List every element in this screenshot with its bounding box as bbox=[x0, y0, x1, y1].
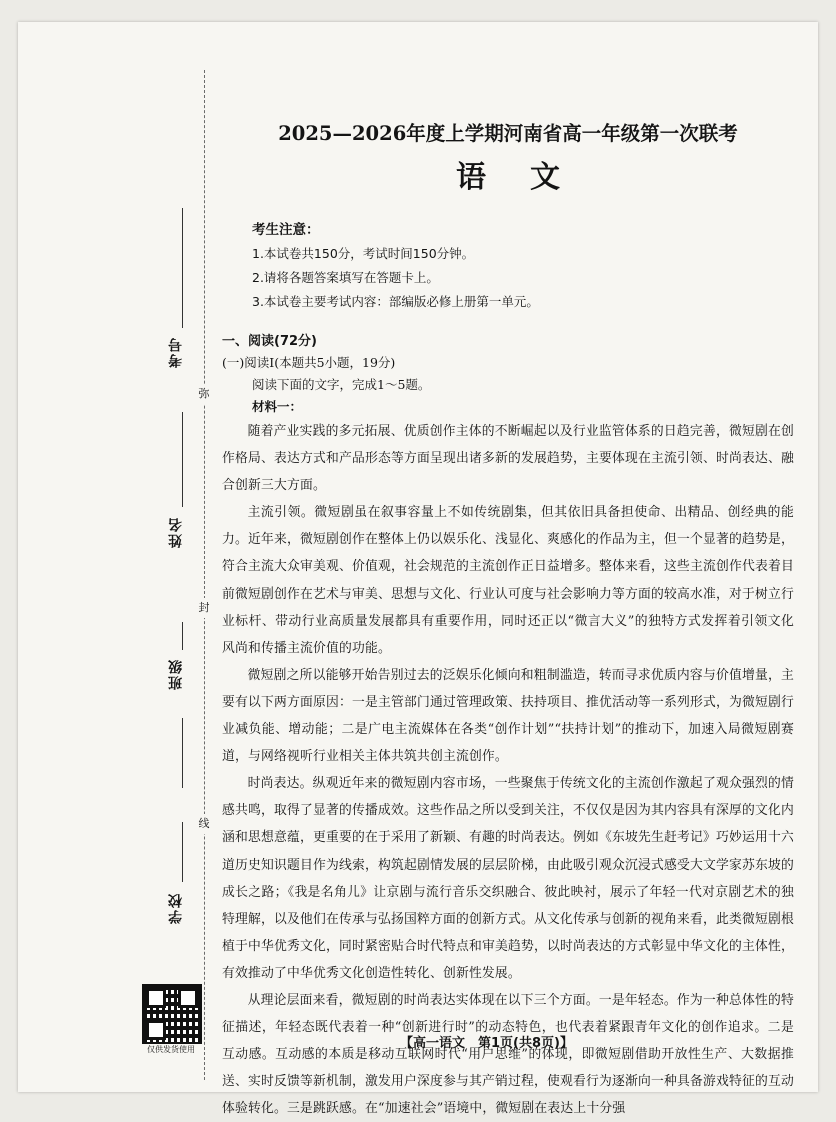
exam-content bbox=[222, 118, 794, 1122]
subsection-title: (一)阅读Ⅰ(本题共5小题，19分) bbox=[222, 355, 396, 370]
binding-dashed-line bbox=[204, 70, 205, 1080]
qr-finder-top-left bbox=[146, 988, 166, 1008]
name-field bbox=[156, 412, 196, 602]
name-line[interactable] bbox=[182, 412, 183, 507]
candidate-notice bbox=[252, 218, 794, 314]
page-footer: 【高一语文 第1页(共8页)】 bbox=[400, 1036, 573, 1051]
binding-mark-feng: 封 bbox=[194, 598, 214, 618]
exam-number-line[interactable] bbox=[182, 208, 183, 328]
qr-finder-top-right bbox=[178, 988, 198, 1008]
class-line-top[interactable] bbox=[182, 622, 183, 650]
material-label: 材料一： bbox=[252, 399, 303, 414]
class-field bbox=[156, 622, 196, 812]
binding-mark-xian: 线 bbox=[194, 814, 214, 834]
class-line[interactable] bbox=[182, 718, 183, 788]
exam-number-label: 考号 bbox=[168, 336, 184, 368]
article-paragraph: 主流引领。微短剧虽在叙事容量上不如传统剧集，但其依旧具备担使命、出精品、创经典的能力。近年来，微短剧创作在整体上仍以娱乐化、浅显化、爽感化的作品为主，但一个显著的趋势是，符合主流大众审美观、价值观，社会规范的主流创作正日益增多。整体来看，这些主流创作代表着目前微短剧创作在艺术与审美、思想与文化、行业认可度与社会影响力等方面的较高水准，对于树立行业标杆、带动行业高质量发展都具有重要作用，同时还正以“微言大义”的独特方式发挥着引领文化风尚和传播主流价值的功能。 bbox=[222, 505, 794, 656]
school-label: 学校 bbox=[168, 892, 184, 924]
binding-mark-mi: 弥 bbox=[194, 384, 214, 404]
qr-caption: 仅供发货使用 bbox=[147, 1045, 195, 1054]
article-paragraph: 从理论层面来看，微短剧的时尚表达实体现在以下三个方面。一是年轻态。作为一种总体性的特征描述，年轻态既代表着一种“创新进行时”的动态特色，也代表着紧跟青年文化的创作追求。二是互动感。互动感的本质是移动互联网时代“用户思维”的体现，即微短剧借助开放性生产、大数据推送、实时反馈等新机制，激发用户深度参与其产销过程，使观看行为逐渐向一种具备游戏特征的互动体验转化。三是跳跃感。在“加速社会”语境中，微短剧在表达上十分强 bbox=[222, 992, 794, 1117]
exam-title: 2025—2026年度上学期河南省高一年级第一次联考 bbox=[278, 122, 738, 145]
notice-item: 1.本试卷共150分，考试时间150分钟。 bbox=[252, 246, 475, 261]
article-paragraph: 时尚表达。纵观近年来的微短剧内容市场，一些聚焦于传统文化的主流创作激起了观众强烈的情感共鸣，取得了显著的传播成效。这些作品之所以受到关注，不仅仅是因为其内容具有深厚的文化内涵和思想意蕴，更重要的在于采用了新颖、有趣的时尚表达。例如《东坡先生赶考记》巧妙运用十六道历史知识题目作为线索，构筑起剧情发展的层层阶梯，由此吸引观众沉浸式感受大文学家苏东坡的成长之路；《我是名角儿》让京剧与流行音乐交织融合、彼此映衬，展示了年轻一代对京剧艺术的独特理解，以及他们在传承与弘扬国粹方面的创新方式。从文化传承与创新的视角来看，此类微短剧根植于中华优秀文化，同时紧密贴合时代特点和审美趋势，以时尚表达的方式彰显中华文化的主体性，有效推动了中华优秀文化创造性转化、创新性发展。 bbox=[222, 776, 794, 981]
reading-instruction: 阅读下面的文字，完成1～5题。 bbox=[252, 377, 431, 392]
notice-item: 3.本试卷主要考试内容：部编版必修上册第一单元。 bbox=[252, 294, 539, 309]
article-paragraph: 随着产业实践的多元拓展、优质创作主体的不断崛起以及行业监管体系的日趋完善，微短剧在创作格局、表达方式和产品形态等方面呈现出诸多新的发展趋势，主要体现在主流引领、时尚表达、融合创新三大方面。 bbox=[222, 424, 794, 494]
notice-heading: 考生注意： bbox=[252, 222, 320, 238]
school-field bbox=[156, 822, 196, 972]
class-label: 班级 bbox=[168, 658, 184, 690]
qr-finder-bottom-left bbox=[146, 1020, 166, 1040]
article-paragraph: 微短剧之所以能够开始告别过去的泛娱乐化倾向和粗制滥造，转而寻求优质内容与价值增量，主要有以下两方面原因：一是主管部门通过管理政策、扶持项目、推优活动等一系列形式，为微短剧行业减负能、增动能；二是广电主流媒体在各类“创作计划”“扶持计划”的推动下，加速入局微短剧赛道，与网络视听行业相关主体共筑共创主流创作。 bbox=[222, 667, 794, 765]
notice-item: 2.请将各题答案填写在答题卡上。 bbox=[252, 270, 439, 285]
exam-number-field bbox=[156, 208, 196, 408]
name-label: 姓名 bbox=[168, 516, 184, 548]
section-title: 一、阅读(72分) bbox=[222, 334, 317, 349]
subject-title: 语文 bbox=[456, 160, 604, 195]
qr-code bbox=[142, 984, 202, 1044]
school-line[interactable] bbox=[182, 822, 183, 882]
